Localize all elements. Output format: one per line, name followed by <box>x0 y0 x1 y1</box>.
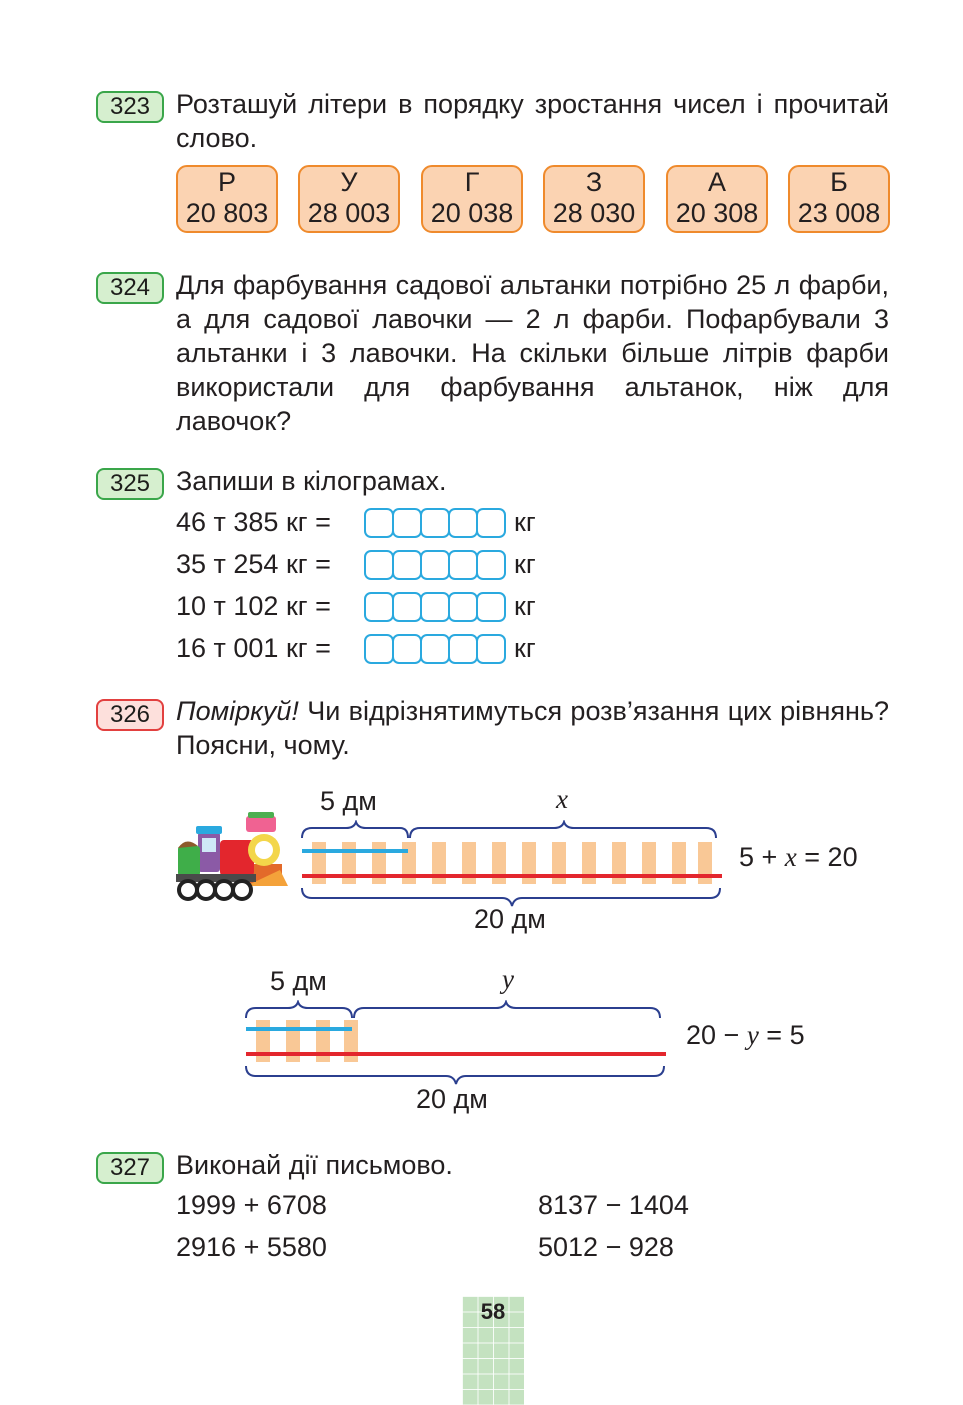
task-number: 323 <box>96 91 164 123</box>
task-number: 326 <box>96 699 164 731</box>
segment-label: 5 дм <box>320 786 377 816</box>
calc-item: 8137 − 1404 <box>538 1190 689 1220</box>
calc-item: 2916 + 5580 <box>176 1232 327 1262</box>
unit-label: кг <box>514 549 536 579</box>
task-emphasis: Поміркуй! <box>176 696 299 726</box>
unknown-segment-label: y <box>502 964 514 994</box>
task-number: 324 <box>96 272 164 304</box>
card-value: 28 030 <box>552 198 636 228</box>
card-value: 20 308 <box>675 198 759 228</box>
total-length-label: 20 дм <box>474 904 546 934</box>
task-number: 325 <box>96 468 164 500</box>
row-label: 16 т 001 кг = <box>176 633 331 663</box>
card-letter: Р <box>217 167 236 197</box>
equation-var: x <box>784 842 797 872</box>
unit-label: кг <box>514 633 536 663</box>
card-value: 28 003 <box>307 198 391 228</box>
equation-right: = 5 <box>758 1020 805 1050</box>
segment-label: 5 дм <box>270 966 327 996</box>
task-text: Запиши в кілограмах. <box>176 466 447 496</box>
equation-var: y <box>746 1020 759 1050</box>
card-value: 20 803 <box>185 198 269 228</box>
task-text: Для фарбування садової альтанки потрібно 25 л фарби, а для садової лавочки — 2 л фарби. Пофарбували 3 альтанки і 3 лавочки. На скільки більше літрів фарби використали для фарбування альтанок, ніж для лавочок? <box>176 270 889 436</box>
card-letter: З <box>585 167 603 197</box>
card-letter: Б <box>830 167 848 197</box>
card-value: 20 038 <box>430 198 514 228</box>
task-number: 327 <box>96 1152 164 1184</box>
total-length-label: 20 дм <box>416 1084 488 1114</box>
row-label: 10 т 102 кг = <box>176 591 331 621</box>
task-question: Чи відрізнятимуться розв’язання цих рівнянь? Поясни, чому. <box>176 696 889 760</box>
task-text: Виконай дії письмово. <box>176 1150 453 1180</box>
unit-label: кг <box>514 591 536 621</box>
card-letter: Г <box>464 167 480 197</box>
calc-item: 1999 + 6708 <box>176 1190 327 1220</box>
unknown-segment-label: x <box>556 784 568 814</box>
card-value: 23 008 <box>797 198 881 228</box>
page-number: 58 <box>462 1296 524 1405</box>
equation-right: = 20 <box>796 842 858 872</box>
equation-left: 20 − <box>686 1020 747 1050</box>
card-letter: А <box>707 167 726 197</box>
task-text: Розташуй літери в порядку зростання чисел і прочитай слово. <box>176 89 889 153</box>
card-letter: У <box>340 167 358 197</box>
unit-label: кг <box>514 507 536 537</box>
calc-item: 5012 − 928 <box>538 1232 674 1262</box>
row-label: 46 т 385 кг = <box>176 507 331 537</box>
row-label: 35 т 254 кг = <box>176 549 331 579</box>
equation-left: 5 + <box>739 842 785 872</box>
